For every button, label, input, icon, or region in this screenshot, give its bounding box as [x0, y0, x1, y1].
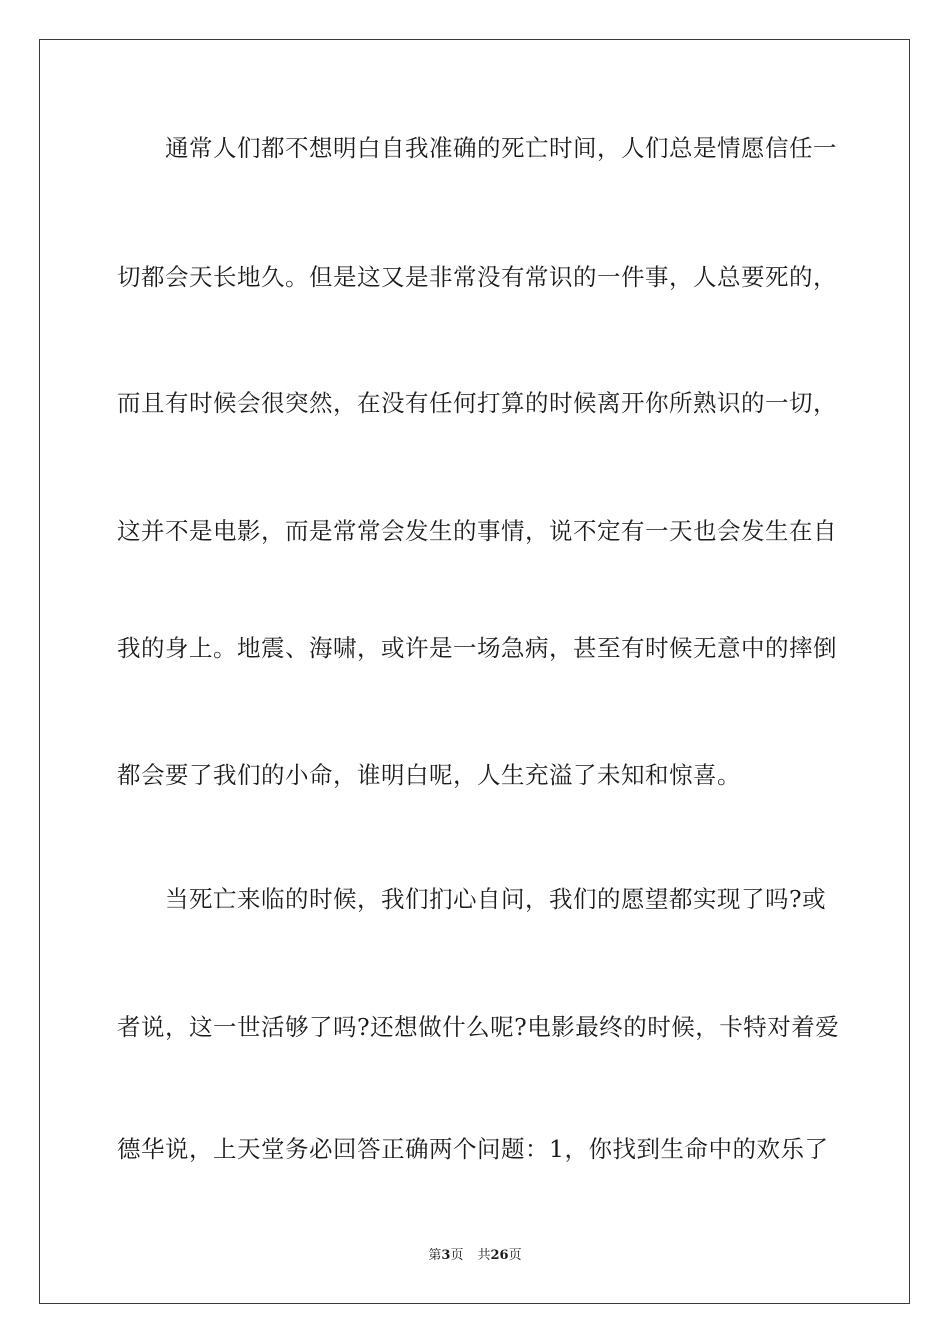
- footer-page-suffix: 页: [450, 1248, 464, 1263]
- paragraph-1-line-6: 都会要了我们的小命，谁明白呢，人生充溢了未知和惊喜。: [117, 761, 741, 789]
- page-footer: [0, 1247, 950, 1265]
- paragraph-1-line-5: 我的身上。地震、海啸，或许是一场急病，甚至有时候无意中的摔倒: [117, 634, 837, 662]
- footer-page-prefix: 第: [428, 1248, 442, 1263]
- paragraph-2-line-1: 当死亡来临的时候，我们扪心自问，我们的愿望都实现了吗?或: [165, 885, 827, 913]
- footer-page-number: 3: [441, 1248, 451, 1263]
- paragraph-1-line-1: 通常人们都不想明白自我准确的死亡时间，人们总是情愿信任一: [165, 134, 837, 162]
- footer-total-suffix: 页: [508, 1248, 522, 1263]
- paragraph-1-line-4: 这并不是电影，而是常常会发生的事情，说不定有一天也会发生在自: [117, 517, 837, 545]
- paragraph-2-line-3: 德华说，上天堂务必回答正确两个问题：1，你找到生命中的欢乐了: [117, 1135, 829, 1163]
- footer-total-prefix: 共: [477, 1248, 491, 1263]
- paragraph-1-line-2: 切都会天长地久。但是这又是非常没有常识的一件事，人总要死的，: [117, 263, 837, 291]
- page-border: [39, 39, 910, 1304]
- footer-total-pages: 26: [490, 1248, 509, 1263]
- paragraph-1-line-3: 而且有时候会很突然，在没有任何打算的时候离开你所熟识的一切，: [117, 389, 837, 417]
- paragraph-2-line-2: 者说，这一世活够了吗?还想做什么呢?电影最终的时候，卡特对着爱: [117, 1013, 840, 1041]
